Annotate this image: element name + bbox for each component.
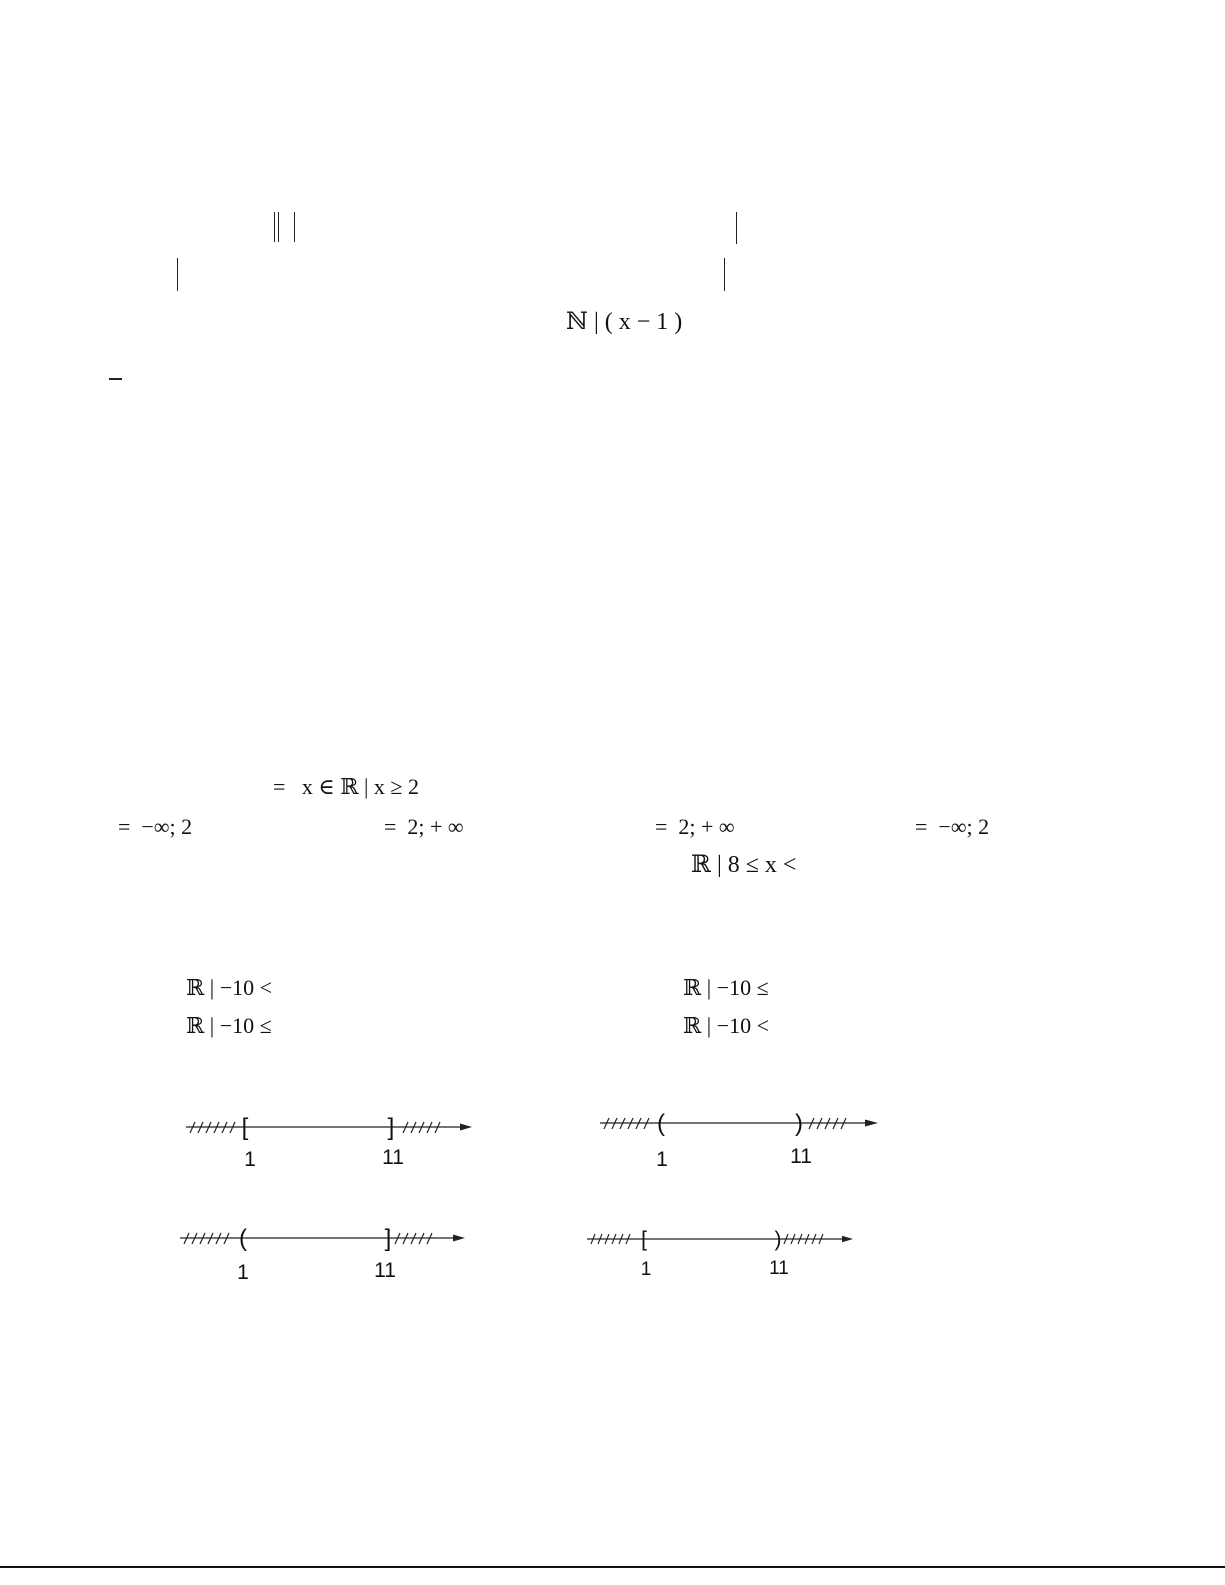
number-line-b-svg bbox=[600, 1102, 900, 1172]
minus-dash bbox=[109, 378, 122, 380]
left-endpoint-label: 1 bbox=[244, 1148, 256, 1171]
inequality-a: ℝ | −10 < bbox=[186, 975, 273, 1000]
natural-set-fragment: ℕ | ( x − 1 ) bbox=[566, 309, 683, 335]
left-bracket: ( bbox=[657, 1110, 665, 1137]
number-line-c bbox=[180, 1217, 480, 1287]
footer-rule bbox=[0, 1566, 1225, 1568]
option-b-interval: = 2; + ∞ bbox=[384, 814, 464, 839]
number-line-d-svg bbox=[587, 1219, 887, 1289]
left-bracket: [ bbox=[241, 1114, 249, 1141]
vertical-bar bbox=[736, 212, 737, 244]
left-bracket: [ bbox=[641, 1228, 647, 1251]
option-d-interval: = −∞; 2 bbox=[915, 814, 990, 839]
inequality-d: ℝ | −10 < bbox=[683, 1013, 770, 1038]
left-endpoint-label: 1 bbox=[237, 1261, 249, 1284]
right-endpoint-label: 11 bbox=[382, 1146, 404, 1169]
vertical-bar bbox=[177, 258, 178, 291]
number-line-c-svg bbox=[180, 1217, 480, 1287]
right-bracket: ) bbox=[795, 1110, 803, 1137]
number-line-a bbox=[186, 1106, 486, 1176]
inequality-b: ℝ | −10 ≤ bbox=[186, 1013, 272, 1038]
vertical-bar bbox=[278, 212, 279, 242]
left-endpoint-label: 1 bbox=[640, 1259, 652, 1280]
partial-set-fragment: ℝ | 8 ≤ x < bbox=[691, 852, 797, 878]
right-endpoint-label: 11 bbox=[769, 1258, 789, 1279]
vertical-bar bbox=[294, 212, 295, 242]
option-a-interval: = −∞; 2 bbox=[118, 814, 193, 839]
number-line-b bbox=[600, 1102, 900, 1172]
set-definition: = x ∈ ℝ | x ≥ 2 bbox=[273, 774, 419, 799]
left-endpoint-label: 1 bbox=[656, 1148, 668, 1171]
option-c-interval: = 2; + ∞ bbox=[655, 814, 735, 839]
right-bracket: ) bbox=[774, 1228, 782, 1251]
right-endpoint-label: 11 bbox=[374, 1259, 396, 1282]
left-bracket: ( bbox=[239, 1225, 247, 1252]
number-line-a-svg bbox=[186, 1106, 486, 1176]
right-endpoint-label: 11 bbox=[790, 1145, 812, 1168]
vertical-bar bbox=[724, 258, 725, 291]
inequality-c: ℝ | −10 ≤ bbox=[683, 975, 769, 1000]
right-bracket: ] bbox=[387, 1114, 395, 1141]
right-bracket: ] bbox=[384, 1225, 392, 1252]
number-line-d bbox=[587, 1219, 887, 1289]
vertical-bar bbox=[274, 212, 275, 242]
